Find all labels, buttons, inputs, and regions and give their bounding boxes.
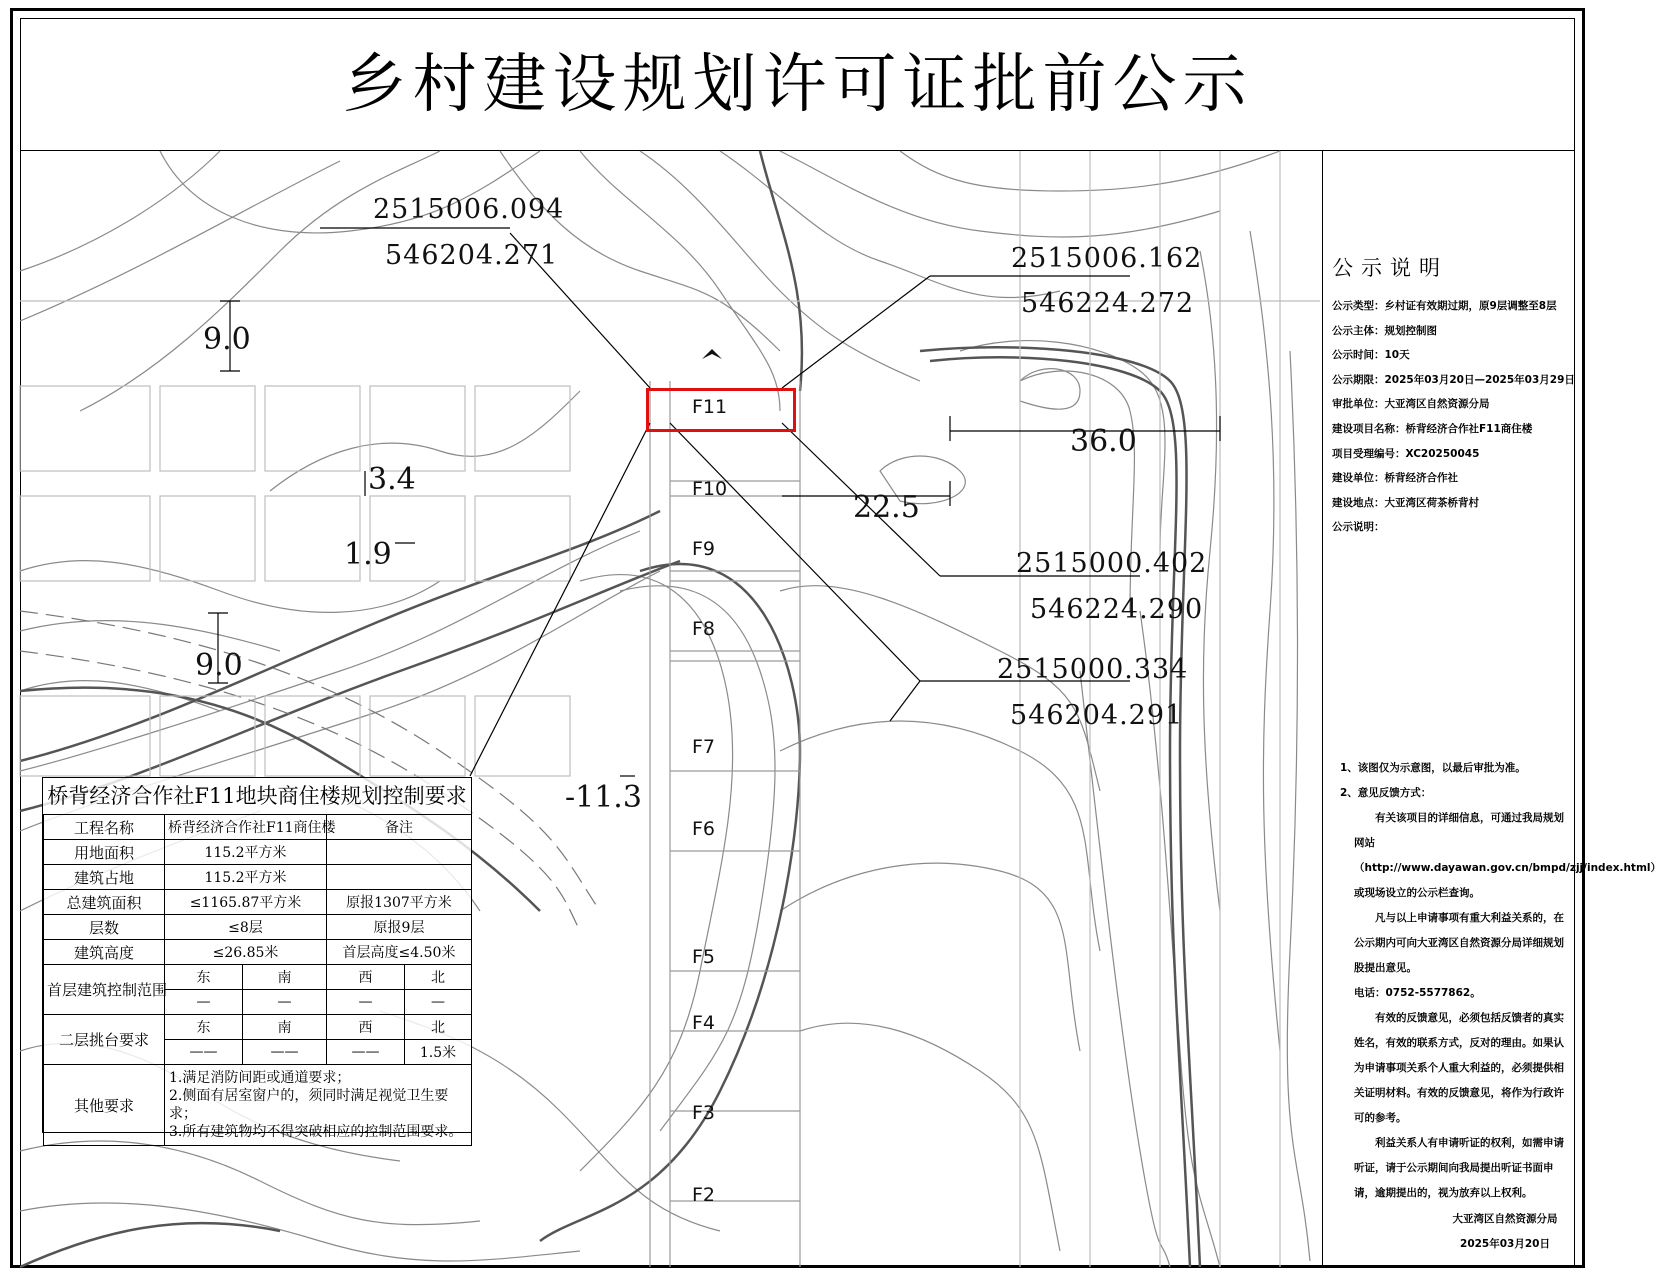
signature-date: 2025年03月20日 [1460,1238,1550,1250]
direction-north: 北 [405,1015,472,1040]
note-paragraph: 有关该项目的详细信息，可通过我局规划网站（http://www.dayawan.gov.cn/bmpd/zjj/index.html）或现场设立的公示栏查询。 [1354,812,1661,899]
detail-value: 乡村证有效期过期，原9层调整至8层 [1384,300,1557,312]
direction-south: 南 [243,965,327,990]
row-value: ≤8层 [165,915,327,940]
plot-label-f9: F9 [692,538,716,560]
row-label: 用地面积 [44,840,165,865]
detail-label: 公示类型： [1332,300,1385,312]
detail-value: 桥背经济合作社 [1384,472,1458,485]
note-paragraph: 有效的反馈意见，必须包括反馈者的真实姓名，有效的联系方式，反对的理由。如果认为申请事项关系个人重大利益的，必须提供相关证明材料。有效的反馈意见，将作为行政许可的参考。 [1354,1012,1564,1124]
detail-label: 项目受理编号： [1332,447,1406,460]
coord-sw-east: 546204.291 [1010,700,1184,731]
ground-floor-value: — [327,990,405,1015]
detail-row [1332,368,1582,393]
table-row [44,815,472,840]
direction-south: 南 [243,1015,327,1040]
detail-row [1332,491,1582,516]
row-value: ≤26.85米 [165,940,327,965]
dimension-label: 3.4 [368,462,416,497]
requirement-item: 3.所有建筑物均不得突破相应的控制范围要求。 [169,1124,463,1140]
detail-row [1332,466,1582,491]
control-requirements-table [42,777,472,1140]
plot-label-f10: F10 [692,478,728,500]
detail-row [1332,442,1582,467]
plot-label-f6: F6 [692,818,716,840]
table-title: 桥背经济合作社F11地块商住楼规划控制要求 [43,778,471,815]
row-remark: 原报9层 [327,915,472,940]
detail-value: XC20250045 [1405,447,1480,460]
second-floor-label: 二层挑台要求 [44,1015,165,1065]
dimension-label: 36.0 [1070,424,1137,459]
requirements-grid [43,814,472,1146]
second-floor-value: 1.5米 [405,1040,472,1065]
row-value: 桥背经济合作社F11商住楼 [165,815,327,840]
dimension-label: 22.5 [853,490,920,525]
note-paragraph: 利益关系人有申请听证的权利，如需申请听证，请于公示期间向我局提出听证书面申请，逾期提出的，视为放弃以上权利。 [1354,1137,1564,1199]
dimension-label: 9.0 [195,648,243,683]
plot-label-f5: F5 [692,946,716,968]
row-label: 层数 [44,915,165,940]
notice-notes [1340,756,1661,1206]
coord-ne-north: 2515006.162 [1011,243,1203,274]
table-row [44,1015,472,1040]
detail-row [1332,417,1582,442]
detail-value: 规划控制图 [1384,324,1437,337]
plot-label-f3: F3 [692,1102,716,1124]
detail-label: 公示说明： [1332,521,1385,534]
ground-floor-value: — [243,990,327,1015]
detail-row [1332,343,1582,368]
row-label: 建筑占地 [44,865,165,890]
requirement-item: 2.侧面有居室窗户的，须同时满足视觉卫生要求； [169,1088,449,1122]
notice-title: 公示说明 [1332,256,1448,280]
row-label: 建筑高度 [44,940,165,965]
side-divider [1322,151,1323,1267]
coord-nw-north: 2515006.094 [373,194,565,225]
table-row [44,915,472,940]
row-remark [327,865,472,890]
note-paragraph: 凡与以上申请事项有重大利益关系的，在公示期内可向大亚湾区自然资源分局详细规划股提出意见。 [1354,912,1564,974]
page-title: 乡村建设规划许可证批前公示 [342,48,1253,122]
dimension-label: 9.0 [203,322,251,357]
plot-label-f4: F4 [692,1012,716,1034]
table-row [44,965,472,990]
ground-floor-value: — [405,990,472,1015]
requirement-item: 1.满足消防间距或通道要求； [169,1070,351,1086]
plot-label-f7: F7 [692,736,716,758]
detail-label: 公示主体： [1332,324,1385,337]
detail-row [1332,392,1582,417]
table-row [44,890,472,915]
detail-label: 公示期限： [1332,373,1385,386]
row-value: 115.2平方米 [165,840,327,865]
highlighted-plot-box [646,388,796,432]
table-row [44,940,472,965]
signature-org: 大亚湾区自然资源分局 [1452,1213,1558,1225]
note-item: 1、该图仅为示意图，以最后审批为准。 [1340,762,1526,774]
plot-strip [650,381,800,1267]
other-requirements-text [165,1065,472,1146]
coord-sw-north: 2515000.334 [997,654,1189,685]
row-remark: 备注 [327,815,472,840]
row-value: ≤1165.87平方米 [165,890,327,915]
row-label: 总建筑面积 [44,890,165,915]
ground-floor-label: 首层建筑控制范围 [44,965,165,1015]
detail-row [1332,319,1582,344]
north-arrow [702,349,722,359]
notice-details [1332,294,1582,540]
plot-label-f2: F2 [692,1184,716,1206]
plot-label-f11: F11 [692,396,728,418]
detail-label: 建设地点： [1332,496,1385,509]
table-row [44,865,472,890]
direction-west: 西 [327,1015,405,1040]
detail-label: 审批单位： [1332,398,1385,411]
row-value: 115.2平方米 [165,865,327,890]
detail-row [1332,294,1582,319]
coord-se-north: 2515000.402 [1016,548,1208,579]
row-remark [327,840,472,865]
detail-value: 2025年03月20日—2025年03月29日 [1384,373,1575,386]
second-floor-value: —— [327,1040,405,1065]
detail-label: 建设项目名称： [1332,422,1406,435]
second-floor-value: —— [243,1040,327,1065]
second-floor-value: —— [165,1040,243,1065]
plot-label-f8: F8 [692,618,716,640]
dimension-label: -11.3 [565,780,642,815]
coord-nw-east: 546204.271 [385,240,559,271]
table-row [44,1065,472,1146]
note-item: 2、意见反馈方式： [1340,787,1432,799]
note-phone: 电话：0752-5577862。 [1354,987,1481,999]
row-label: 工程名称 [44,815,165,840]
detail-value: 大亚湾区自然资源分局 [1384,398,1490,411]
row-remark: 原报1307平方米 [327,890,472,915]
direction-west: 西 [327,965,405,990]
direction-east: 东 [165,1015,243,1040]
ground-floor-value: — [165,990,243,1015]
other-requirements-label: 其他要求 [44,1065,165,1146]
coord-ne-east: 546224.272 [1021,288,1195,319]
dimension-label: 1.9 [344,537,392,572]
detail-value: 桥背经济合作社F11商住楼 [1405,422,1533,435]
row-remark: 首层高度≤4.50米 [327,940,472,965]
detail-value: 大亚湾区荷茶桥背村 [1384,496,1479,509]
detail-value: 10天 [1384,349,1410,362]
detail-row [1332,515,1582,540]
detail-label: 公示时间： [1332,349,1385,362]
direction-north: 北 [405,965,472,990]
table-row [44,840,472,865]
detail-label: 建设单位： [1332,472,1385,485]
direction-east: 东 [165,965,243,990]
signature-block [1440,1207,1570,1257]
coord-se-east: 546224.290 [1030,594,1204,625]
